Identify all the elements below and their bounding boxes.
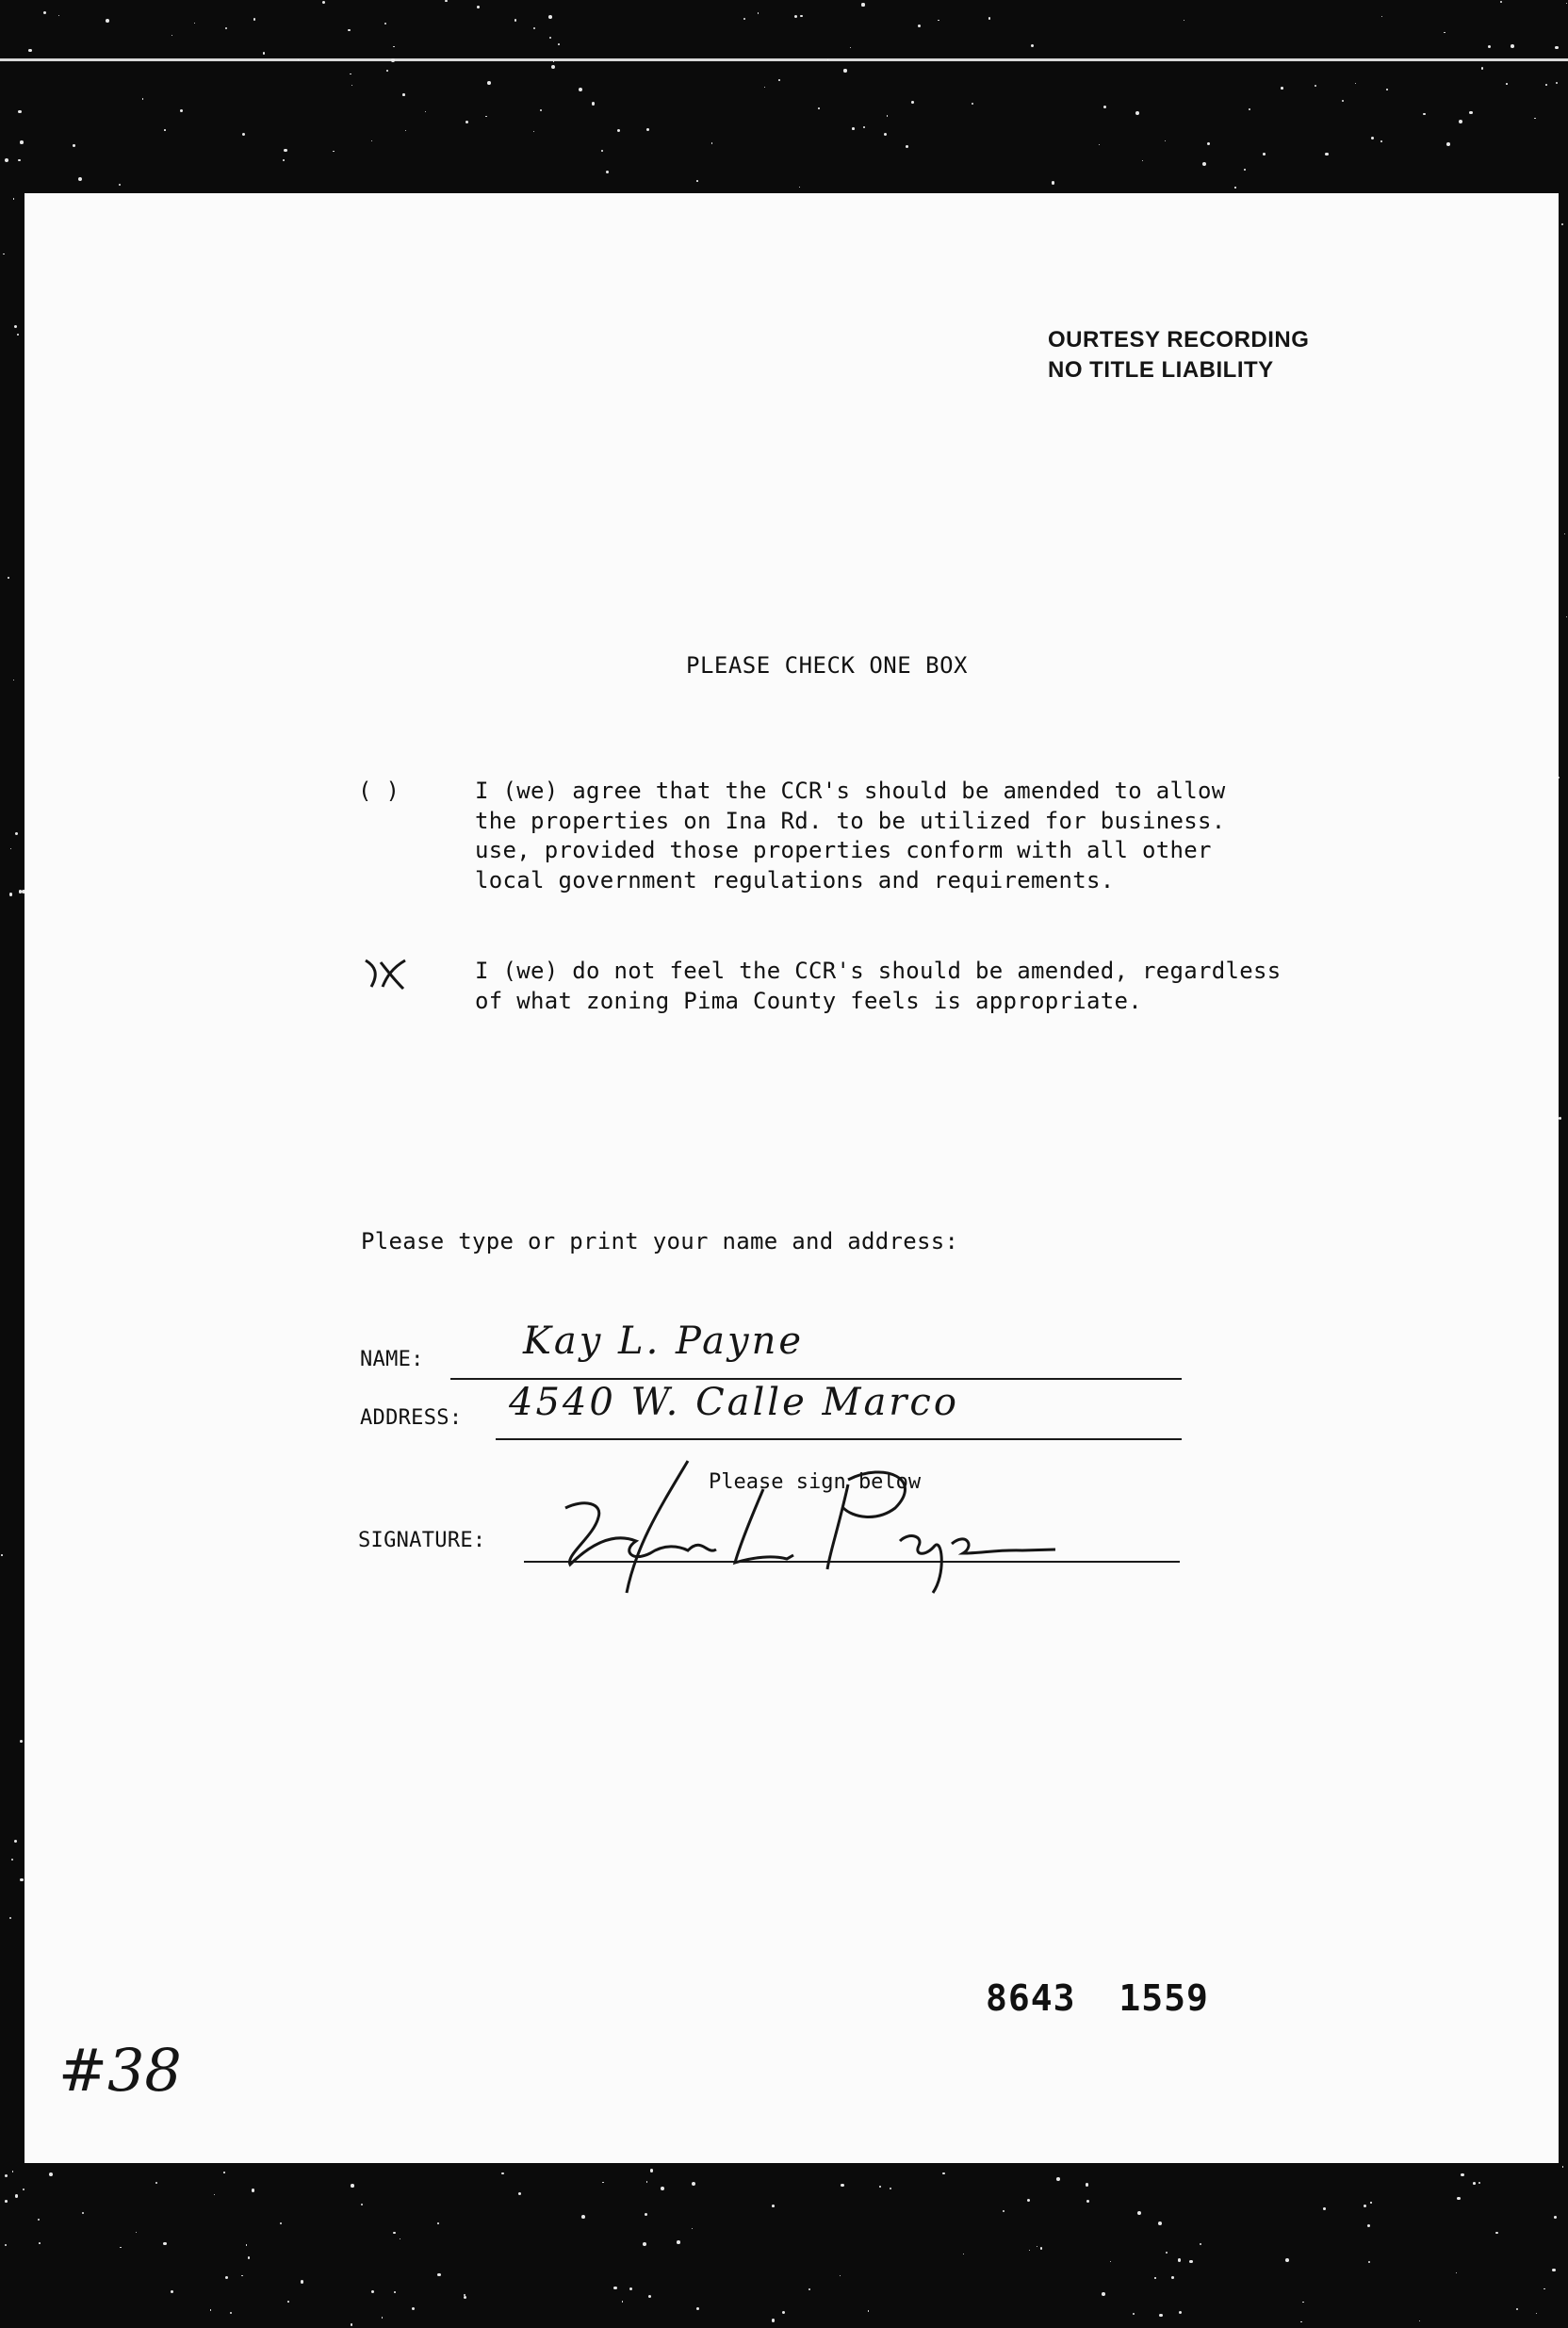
scan-speck	[1481, 67, 1483, 69]
name-handwritten-value[interactable]: Kay L. Payne	[523, 1320, 805, 1363]
name-label: NAME:	[360, 1348, 424, 1371]
scan-speck	[579, 88, 582, 91]
scan-speck	[223, 2172, 225, 2173]
scan-speck	[242, 133, 245, 136]
scan-speck	[253, 18, 256, 21]
scan-speck	[246, 2244, 248, 2246]
scan-speck	[1371, 137, 1374, 139]
scan-speck	[214, 2194, 215, 2195]
scan-speck	[284, 149, 287, 153]
address-underline	[496, 1438, 1182, 1440]
scan-speck	[287, 2301, 289, 2303]
scan-speck	[890, 2188, 891, 2189]
scan-speck	[1103, 106, 1106, 108]
scan-speck	[1142, 160, 1143, 161]
scan-speck	[1355, 83, 1356, 84]
scan-speck	[558, 43, 560, 45]
scan-speck	[1110, 2261, 1111, 2262]
scan-speck	[445, 0, 447, 2]
scan-speck	[661, 2187, 664, 2190]
scan-speck	[1516, 2308, 1518, 2310]
scan-speck	[1552, 2269, 1555, 2271]
scan-speck	[322, 1, 325, 4]
scan-speck	[5, 2244, 7, 2246]
scan-speck	[581, 2215, 585, 2219]
scan-speck	[82, 2212, 84, 2214]
scan-speck	[252, 2189, 254, 2191]
form-heading: PLEASE CHECK ONE BOX	[686, 652, 968, 679]
scan-speck	[884, 133, 887, 136]
scan-speck	[602, 2182, 603, 2183]
scan-speck	[551, 65, 555, 69]
scan-speck	[629, 2287, 632, 2290]
scan-speck	[1380, 140, 1382, 142]
scan-speck	[1263, 153, 1266, 156]
scan-speck	[8, 577, 9, 579]
scan-speck	[911, 101, 914, 104]
scan-speck	[988, 17, 990, 19]
scan-speck	[485, 116, 486, 117]
handwritten-tag: #38	[58, 2036, 182, 2105]
scan-speck	[20, 140, 24, 144]
scan-speck	[73, 144, 74, 146]
scan-speck	[514, 19, 516, 21]
scan-speck	[348, 29, 351, 32]
scan-speck	[11, 1859, 13, 1861]
scan-speck	[1099, 144, 1100, 145]
scan-speck	[43, 11, 46, 14]
name-underline	[450, 1378, 1182, 1380]
name-address-prompt: Please type or print your name and address:	[361, 1228, 959, 1254]
scan-speck	[1556, 82, 1558, 84]
scan-speck	[13, 198, 14, 199]
scan-speck	[592, 102, 596, 106]
scan-speck	[1285, 2258, 1289, 2262]
stamp-line-1: OURTESY RECORDING	[1048, 327, 1310, 352]
scan-speck	[106, 19, 109, 23]
scan-speck	[808, 2288, 810, 2290]
scan-speck	[263, 52, 265, 54]
scan-speck	[1244, 169, 1246, 171]
scan-speck	[1423, 113, 1425, 115]
scan-speck	[1300, 2321, 1302, 2323]
scan-speck	[1554, 2216, 1557, 2219]
scan-speck	[38, 2219, 40, 2221]
scan-speck	[677, 2240, 680, 2244]
scan-speck	[1368, 2261, 1370, 2263]
scan-speck	[972, 103, 973, 105]
scan-speck	[1052, 181, 1055, 185]
scan-speck	[850, 47, 851, 48]
scan-speck	[852, 127, 855, 130]
scan-speck	[1179, 2311, 1182, 2314]
scan-speck	[843, 69, 846, 72]
scan-speck	[1459, 120, 1462, 123]
scan-speck	[58, 15, 59, 16]
scan-speck	[1444, 32, 1446, 34]
scan-speck	[120, 2247, 122, 2249]
scan-speck	[1029, 2250, 1031, 2252]
scan-speck	[371, 140, 372, 141]
scan-speck	[692, 2228, 693, 2229]
scan-speck	[1178, 2258, 1182, 2262]
scan-speck	[1566, 616, 1567, 617]
scan-speck	[533, 27, 536, 30]
scan-speck	[1056, 2177, 1060, 2181]
scan-speck	[39, 2242, 41, 2244]
scan-speck	[18, 159, 20, 161]
scan-speck	[1456, 2272, 1457, 2273]
scan-speck	[1189, 2260, 1192, 2263]
scan-speck	[1419, 2320, 1420, 2321]
scan-speck	[28, 49, 32, 53]
scan-speck	[437, 2273, 441, 2277]
scan-speck	[3, 254, 5, 255]
scan-speck	[14, 325, 17, 328]
scan-speck	[1473, 2182, 1476, 2185]
scan-speck	[386, 70, 388, 72]
scan-speck	[351, 2323, 352, 2325]
scan-speck	[225, 27, 227, 29]
scan-speck	[425, 111, 426, 112]
scan-speck	[163, 2242, 166, 2245]
address-handwritten-value[interactable]: 4540 W. Calle Marco	[509, 1381, 959, 1424]
scan-speck	[371, 2290, 374, 2293]
scan-speck	[841, 2184, 843, 2187]
scan-speck	[248, 2256, 250, 2258]
scan-speck	[646, 128, 649, 131]
scan-speck	[382, 2317, 383, 2318]
signature-label: SIGNATURE:	[358, 1529, 486, 1552]
scan-speck	[180, 109, 183, 112]
scan-speck	[1469, 111, 1472, 114]
scan-speck	[1446, 142, 1450, 146]
scan-speck	[142, 98, 144, 100]
scan-speck	[1364, 2205, 1366, 2207]
scan-speck	[15, 832, 18, 835]
scan-speck	[622, 2301, 623, 2302]
scan-speck	[1207, 142, 1210, 145]
scan-speck	[1102, 2292, 1105, 2296]
scan-speck	[942, 2172, 945, 2175]
scan-speck	[400, 2238, 401, 2240]
scan-speck	[906, 145, 908, 148]
scan-speck	[19, 890, 22, 893]
scan-speck	[20, 1878, 23, 1881]
scan-speck	[393, 46, 394, 47]
scan-speck	[794, 15, 798, 19]
scan-speck	[782, 2311, 785, 2314]
scan-speck	[283, 159, 285, 161]
option-agree-text: I (we) agree that the CCR's should be amended to allow the properties on Ina Rd. to be utilized for business. use, provided those properties conform with all other local government regulations and requirements.	[475, 778, 1226, 893]
scan-speck	[548, 15, 552, 19]
scan-speck	[646, 2181, 648, 2183]
scan-speck	[1544, 2288, 1545, 2290]
scan-speck	[1545, 84, 1547, 86]
scan-speck	[136, 2232, 137, 2233]
scan-speck	[1561, 223, 1563, 225]
scan-edge-line	[0, 58, 1568, 61]
scan-speck	[20, 1740, 23, 1743]
scan-speck	[540, 109, 542, 111]
scan-speck	[225, 2276, 228, 2279]
scan-speck	[1234, 187, 1235, 188]
scan-speck	[402, 93, 405, 96]
scan-speck	[171, 2290, 173, 2293]
scan-speck	[210, 2309, 212, 2311]
scan-speck	[1133, 2313, 1135, 2315]
scan-speck	[1367, 2224, 1370, 2227]
scan-speck	[1202, 162, 1206, 166]
scan-speck	[696, 2307, 699, 2310]
scan-speck	[879, 2186, 881, 2188]
scan-speck	[918, 25, 921, 27]
scan-speck	[799, 187, 800, 188]
scan-speck	[1559, 1117, 1561, 1120]
scan-speck	[1506, 83, 1508, 85]
scan-speck	[938, 20, 939, 21]
scan-speck	[1564, 533, 1566, 535]
scan-speck	[384, 23, 386, 25]
option-agree-checkbox[interactable]: ( )	[358, 778, 400, 804]
scan-speck	[778, 79, 780, 81]
scan-speck	[501, 2172, 503, 2174]
scan-speck	[5, 2174, 8, 2177]
scan-speck	[15, 2194, 18, 2197]
scan-speck	[840, 2275, 841, 2276]
scan-speck	[1370, 2202, 1371, 2203]
scan-speck	[361, 2204, 363, 2205]
scan-speck	[10, 848, 11, 849]
scan-speck	[1040, 2247, 1043, 2250]
scan-speck	[1323, 2207, 1326, 2210]
scan-speck	[1158, 2221, 1162, 2225]
option-disagree-checkbox-checked-mark[interactable]	[358, 955, 411, 996]
scan-speck	[5, 2200, 8, 2203]
scan-speck	[648, 2295, 651, 2298]
scan-speck	[518, 2192, 521, 2195]
scan-speck	[1302, 2302, 1303, 2303]
scan-speck	[351, 85, 352, 86]
scan-speck	[1315, 85, 1316, 87]
scan-speck	[1003, 2210, 1004, 2212]
scan-speck	[487, 81, 491, 85]
signature-drawing[interactable]	[547, 1451, 1055, 1602]
scan-speck	[301, 2280, 304, 2284]
scan-speck	[692, 2182, 695, 2186]
scan-speck	[650, 2169, 653, 2172]
scan-speck	[78, 177, 82, 181]
scan-speck	[711, 142, 712, 143]
scan-speck	[351, 2184, 354, 2188]
option-disagree-text: I (we) do not feel the CCR's should be amended, regardless of what zoning Pima County feels is appropriate.	[475, 958, 1282, 1014]
scan-speck	[549, 37, 551, 39]
scan-speck	[1159, 2314, 1163, 2318]
scan-speck	[1086, 2200, 1089, 2203]
scan-speck	[887, 115, 888, 116]
scan-speck	[1281, 87, 1283, 90]
scan-speck	[18, 110, 21, 113]
scan-speck	[1342, 100, 1345, 103]
scan-speck	[764, 87, 765, 88]
scan-speck	[1381, 16, 1382, 17]
sign-below-note: Please sign below	[709, 1470, 922, 1494]
courtesy-recording-stamp	[1048, 325, 1309, 385]
scan-speck	[412, 2307, 415, 2310]
scan-speck	[155, 2182, 157, 2184]
scan-speck	[119, 184, 122, 187]
scan-speck	[863, 126, 865, 128]
scan-speck	[12, 2171, 14, 2172]
scan-speck	[1200, 2243, 1202, 2246]
stamp-line-2: NO TITLE LIABILITY	[1048, 357, 1274, 383]
scan-speck	[23, 2189, 24, 2190]
scan-speck	[194, 23, 196, 25]
scan-speck	[1461, 2173, 1463, 2176]
scan-speck	[1165, 140, 1167, 142]
scan-speck	[464, 2296, 466, 2299]
scan-speck	[1488, 45, 1491, 48]
scan-speck	[393, 2232, 396, 2235]
scan-speck	[696, 180, 698, 182]
scan-speck	[1154, 2277, 1155, 2278]
scan-speck	[645, 2213, 647, 2216]
scan-speck	[17, 334, 19, 336]
scan-speck	[772, 2205, 775, 2207]
scan-speck	[533, 131, 534, 132]
scan-speck	[1536, 2313, 1537, 2314]
scan-speck	[1500, 1, 1502, 3]
scan-speck	[241, 2275, 243, 2277]
scan-speck	[49, 2172, 53, 2176]
scan-speck	[743, 18, 745, 20]
scan-speck	[477, 6, 480, 8]
scan-speck	[9, 893, 12, 895]
scan-speck	[1511, 44, 1514, 48]
scan-speck	[333, 151, 334, 152]
scan-speck	[391, 58, 395, 62]
scan-speck	[1, 1554, 3, 1556]
scan-speck	[1135, 111, 1139, 115]
scan-speck	[164, 129, 166, 131]
scan-speck	[14, 1840, 17, 1843]
scan-speck	[394, 2291, 396, 2293]
scan-speck	[230, 2312, 233, 2315]
scan-speck	[617, 129, 620, 132]
document-page	[24, 193, 1559, 2163]
scan-speck	[9, 1917, 11, 1919]
scan-speck	[280, 2222, 282, 2224]
scan-speck	[1031, 44, 1034, 47]
scan-speck	[5, 158, 8, 162]
scan-speck	[1027, 2199, 1030, 2202]
scan-speck	[1555, 46, 1559, 50]
scan-speck	[758, 12, 759, 13]
scan-speck	[601, 150, 603, 152]
recording-document-number: 8643 1559	[986, 1977, 1209, 2019]
scan-speck	[1325, 153, 1328, 156]
address-label: ADDRESS:	[360, 1406, 463, 1430]
scan-speck	[1171, 2276, 1174, 2279]
scan-speck	[818, 107, 820, 109]
scan-speck	[1495, 2232, 1498, 2235]
scan-speck	[466, 121, 468, 123]
scan-speck	[1166, 2252, 1168, 2254]
scan-speck	[868, 2310, 869, 2311]
scan-speck	[1534, 118, 1536, 120]
scan-speck	[1249, 108, 1251, 111]
scan-speck	[613, 2287, 616, 2289]
scan-speck	[1478, 2182, 1480, 2184]
scan-speck	[1086, 2183, 1088, 2186]
scan-speck	[772, 2319, 776, 2322]
scan-speck	[1566, 3, 1567, 4]
scan-speck	[405, 130, 406, 131]
scan-speck	[1137, 2211, 1141, 2215]
option-disagree	[358, 957, 1357, 1032]
scan-speck	[800, 15, 803, 18]
scan-speck	[1386, 89, 1388, 90]
scan-speck	[606, 171, 609, 173]
scan-speck	[1457, 2197, 1460, 2200]
scan-speck	[437, 2222, 439, 2224]
scan-speck	[1562, 2166, 1564, 2168]
scan-speck	[861, 3, 864, 6]
scan-speck	[643, 2242, 646, 2246]
option-agree	[358, 777, 1357, 904]
